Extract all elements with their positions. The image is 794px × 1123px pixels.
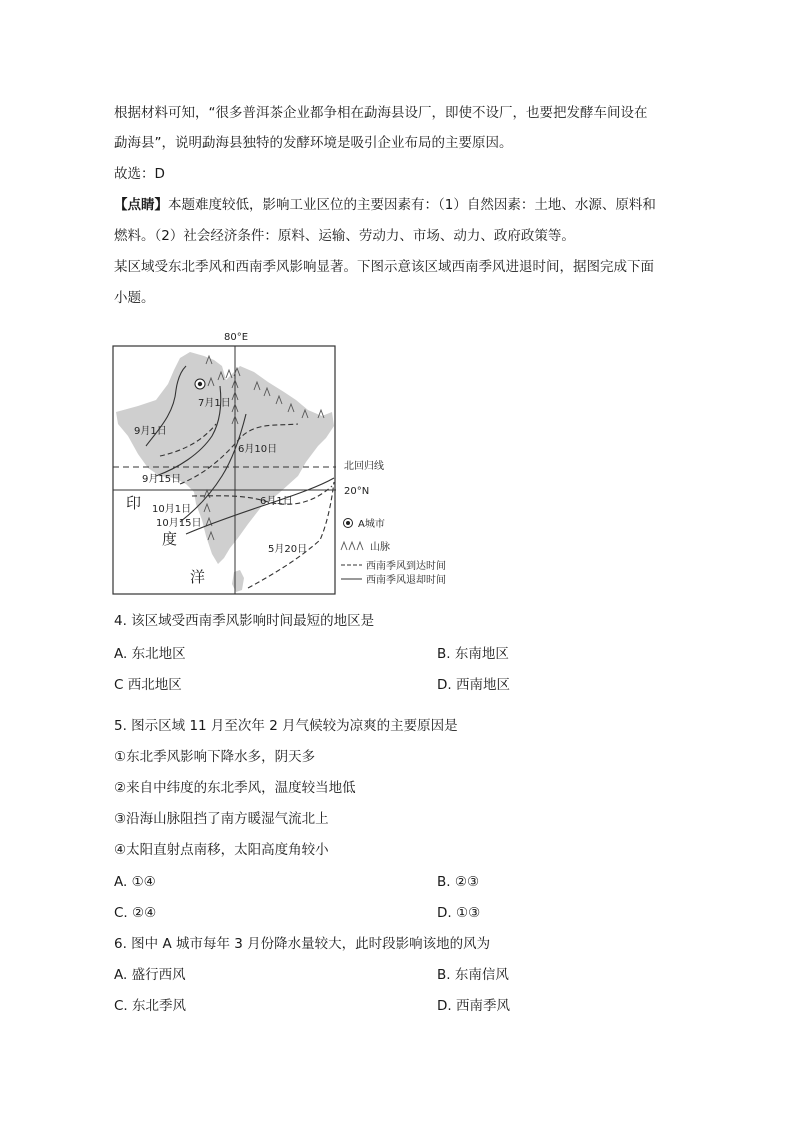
q5-statement-2: ②来自中纬度的东北季风，温度较当地低	[114, 780, 356, 796]
tip-line-1	[114, 196, 656, 214]
ocean-char-2: 度	[162, 530, 178, 548]
legend-mountain: 山脉	[370, 542, 390, 553]
q4-option-b[interactable]: B. 东南地区	[437, 646, 509, 662]
tip-text-1: 本题难度较低，影响工业区位的主要因素有：（1）自然因素：土地、水源、原料和	[168, 197, 656, 213]
land-mass	[116, 352, 334, 564]
q6-option-a[interactable]: A. 盛行西风	[114, 967, 186, 983]
q5-option-c[interactable]: C. ②④	[114, 905, 157, 921]
tip-line-2: 燃料。（2）社会经济条件：原料、运输、劳动力、市场、动力、政府政策等。	[114, 228, 575, 244]
q6-option-c[interactable]: C. 东北季风	[114, 998, 187, 1014]
meridian-label: 80°E	[224, 332, 249, 343]
tropic-label: 北回归线	[344, 461, 384, 472]
label-may20: 5月20日	[268, 544, 308, 555]
sri-lanka	[232, 570, 244, 592]
label-sep1: 9月1日	[134, 426, 167, 437]
legend-retreat: 西南季风退却时间	[366, 575, 446, 586]
q5-statement-1: ①东北季风影响下降水多，阴天多	[114, 749, 316, 765]
legend-city: A城市	[358, 519, 385, 530]
explanation-line-2: 勐海县”，说明勐海县独特的发酵环境是吸引企业布局的主要原因。	[114, 135, 513, 151]
monsoon-map	[108, 326, 478, 598]
parallel-label: 20°N	[344, 486, 370, 497]
q4-option-d[interactable]: D. 西南地区	[437, 677, 510, 693]
q5-statement-3: ③沿海山脉阻挡了南方暖湿气流北上	[114, 811, 329, 827]
intro-line-1: 某区域受东北季风和西南季风影响显著。下图示意该区域西南季风进退时间，据图完成下面	[114, 259, 654, 275]
answer-line: 故选：D	[114, 166, 165, 182]
question-6-stem: 6. 图中 A 城市每年 3 月份降水量较大，此时段影响该地的风为	[114, 936, 491, 952]
q5-statement-4: ④太阳直射点南移，太阳高度角较小	[114, 842, 329, 858]
label-jun10: 6月10日	[238, 444, 278, 455]
q5-option-d[interactable]: D. ①③	[437, 905, 481, 921]
q6-option-b[interactable]: B. 东南信风	[437, 967, 509, 983]
q4-option-c[interactable]: C 西北地区	[114, 677, 182, 693]
map-legend	[341, 517, 446, 586]
tip-label: 【点睛】	[114, 197, 168, 213]
label-jun1: 6月1日	[260, 496, 293, 507]
question-4-stem: 4. 该区域受西南季风影响时间最短的地区是	[114, 613, 375, 629]
q5-option-b[interactable]: B. ②③	[437, 874, 480, 890]
question-5-stem: 5. 图示区域 11 月至次年 2 月气候较为凉爽的主要原因是	[114, 718, 458, 734]
label-oct1: 10月1日	[152, 504, 192, 515]
label-oct15: 10月15日	[156, 518, 202, 529]
city-a-marker	[195, 379, 205, 389]
explanation-line-1: 根据材料可知，“很多普洱茶企业都争相在勐海县设厂，即使不设厂，也要把发酵车间设在	[114, 105, 648, 121]
ocean-char-1: 印	[126, 494, 142, 512]
q5-option-a[interactable]: A. ①④	[114, 874, 156, 890]
label-sep15: 9月15日	[142, 474, 182, 485]
ocean-char-3: 洋	[190, 568, 206, 586]
q6-option-d[interactable]: D. 西南季风	[437, 998, 510, 1014]
legend-arrival: 西南季风到达时间	[366, 561, 446, 572]
intro-line-2: 小题。	[114, 290, 155, 306]
label-jul1: 7月1日	[198, 398, 231, 409]
q4-option-a[interactable]: A. 东北地区	[114, 646, 186, 662]
